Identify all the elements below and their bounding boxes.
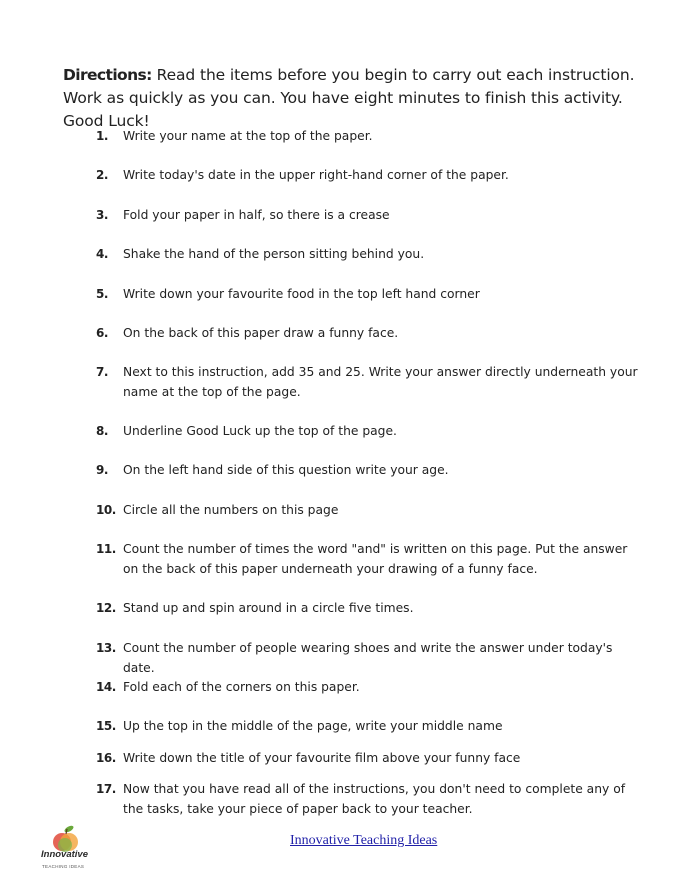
item-text: Shake the hand of the person sitting behind you. bbox=[123, 247, 425, 261]
item-text: Next to this instruction, add 35 and 25. Write your answer directly underneath your name at the top of the page. bbox=[123, 365, 638, 399]
instruction-item-3 bbox=[96, 205, 646, 225]
item-number: 4. bbox=[96, 247, 108, 261]
instruction-item-8 bbox=[96, 421, 646, 441]
instruction-item-14 bbox=[96, 677, 646, 697]
item-number: 11. bbox=[96, 542, 116, 556]
instruction-item-13 bbox=[96, 638, 646, 678]
instruction-item-2 bbox=[96, 165, 646, 185]
item-text: Write your name at the top of the paper. bbox=[123, 129, 373, 143]
instruction-item-16 bbox=[96, 748, 646, 768]
directions-text: Read the items before you begin to carry out each instruction. Work as quickly as you can. You have eight minutes to finish this activity. Good Luck! bbox=[63, 66, 635, 130]
item-number: 17. bbox=[96, 782, 116, 796]
item-number: 3. bbox=[96, 208, 108, 222]
innovative-teaching-ideas-link[interactable]: Innovative Teaching Ideas bbox=[290, 833, 438, 848]
item-text: Count the number of times the word "and" is written on this page. Put the answer on the back of this paper underneath your drawing of a funny face. bbox=[123, 542, 628, 576]
instruction-item-15 bbox=[96, 716, 646, 736]
item-text: Circle all the numbers on this page bbox=[123, 503, 339, 517]
item-number: 10. bbox=[96, 503, 116, 517]
item-number: 7. bbox=[96, 365, 108, 379]
instruction-item-11 bbox=[96, 539, 646, 579]
item-text: Stand up and spin around in a circle five times. bbox=[123, 601, 414, 615]
item-number: 14. bbox=[96, 680, 116, 694]
logo-wordmark: Innovative bbox=[41, 849, 88, 860]
item-number: 16. bbox=[96, 751, 116, 765]
item-number: 5. bbox=[96, 287, 108, 301]
item-text: Write down your favourite food in the top left hand corner bbox=[123, 287, 480, 301]
instruction-item-7 bbox=[96, 362, 646, 402]
item-text: Write today's date in the upper right-hand corner of the paper. bbox=[123, 168, 509, 182]
apple-leaf-icon bbox=[36, 822, 96, 852]
item-text: Write down the title of your favourite film above your funny face bbox=[123, 751, 521, 765]
item-text: On the back of this paper draw a funny face. bbox=[123, 326, 399, 340]
item-text: Up the top in the middle of the page, write your middle name bbox=[123, 719, 503, 733]
instruction-item-17 bbox=[96, 779, 646, 819]
directions-paragraph bbox=[63, 64, 643, 133]
item-number: 2. bbox=[96, 168, 108, 182]
item-text: Now that you have read all of the instructions, you don't need to complete any of the tasks, take your piece of paper back to your teacher. bbox=[123, 782, 626, 816]
item-text: Fold your paper in half, so there is a crease bbox=[123, 208, 390, 222]
item-text: Fold each of the corners on this paper. bbox=[123, 680, 360, 694]
item-number: 12. bbox=[96, 601, 116, 615]
item-text: On the left hand side of this question write your age. bbox=[123, 463, 449, 477]
item-number: 15. bbox=[96, 719, 116, 733]
instruction-item-5 bbox=[96, 284, 646, 304]
logo-tagline: TEACHING IDEAS bbox=[42, 864, 85, 869]
item-number: 8. bbox=[96, 424, 108, 438]
item-number: 6. bbox=[96, 326, 108, 340]
instruction-item-12 bbox=[96, 598, 646, 618]
item-number: 1. bbox=[96, 129, 108, 143]
instruction-item-4 bbox=[96, 244, 646, 264]
instruction-item-6 bbox=[96, 323, 646, 343]
instruction-item-9 bbox=[96, 460, 646, 480]
item-text: Count the number of people wearing shoes and write the answer under today's date. bbox=[123, 641, 613, 675]
item-number: 9. bbox=[96, 463, 108, 477]
instruction-item-10 bbox=[96, 500, 646, 520]
instruction-item-1 bbox=[96, 126, 646, 146]
item-number: 13. bbox=[96, 641, 116, 655]
directions-label: Directions: bbox=[63, 66, 152, 84]
item-text: Underline Good Luck up the top of the page. bbox=[123, 424, 397, 438]
